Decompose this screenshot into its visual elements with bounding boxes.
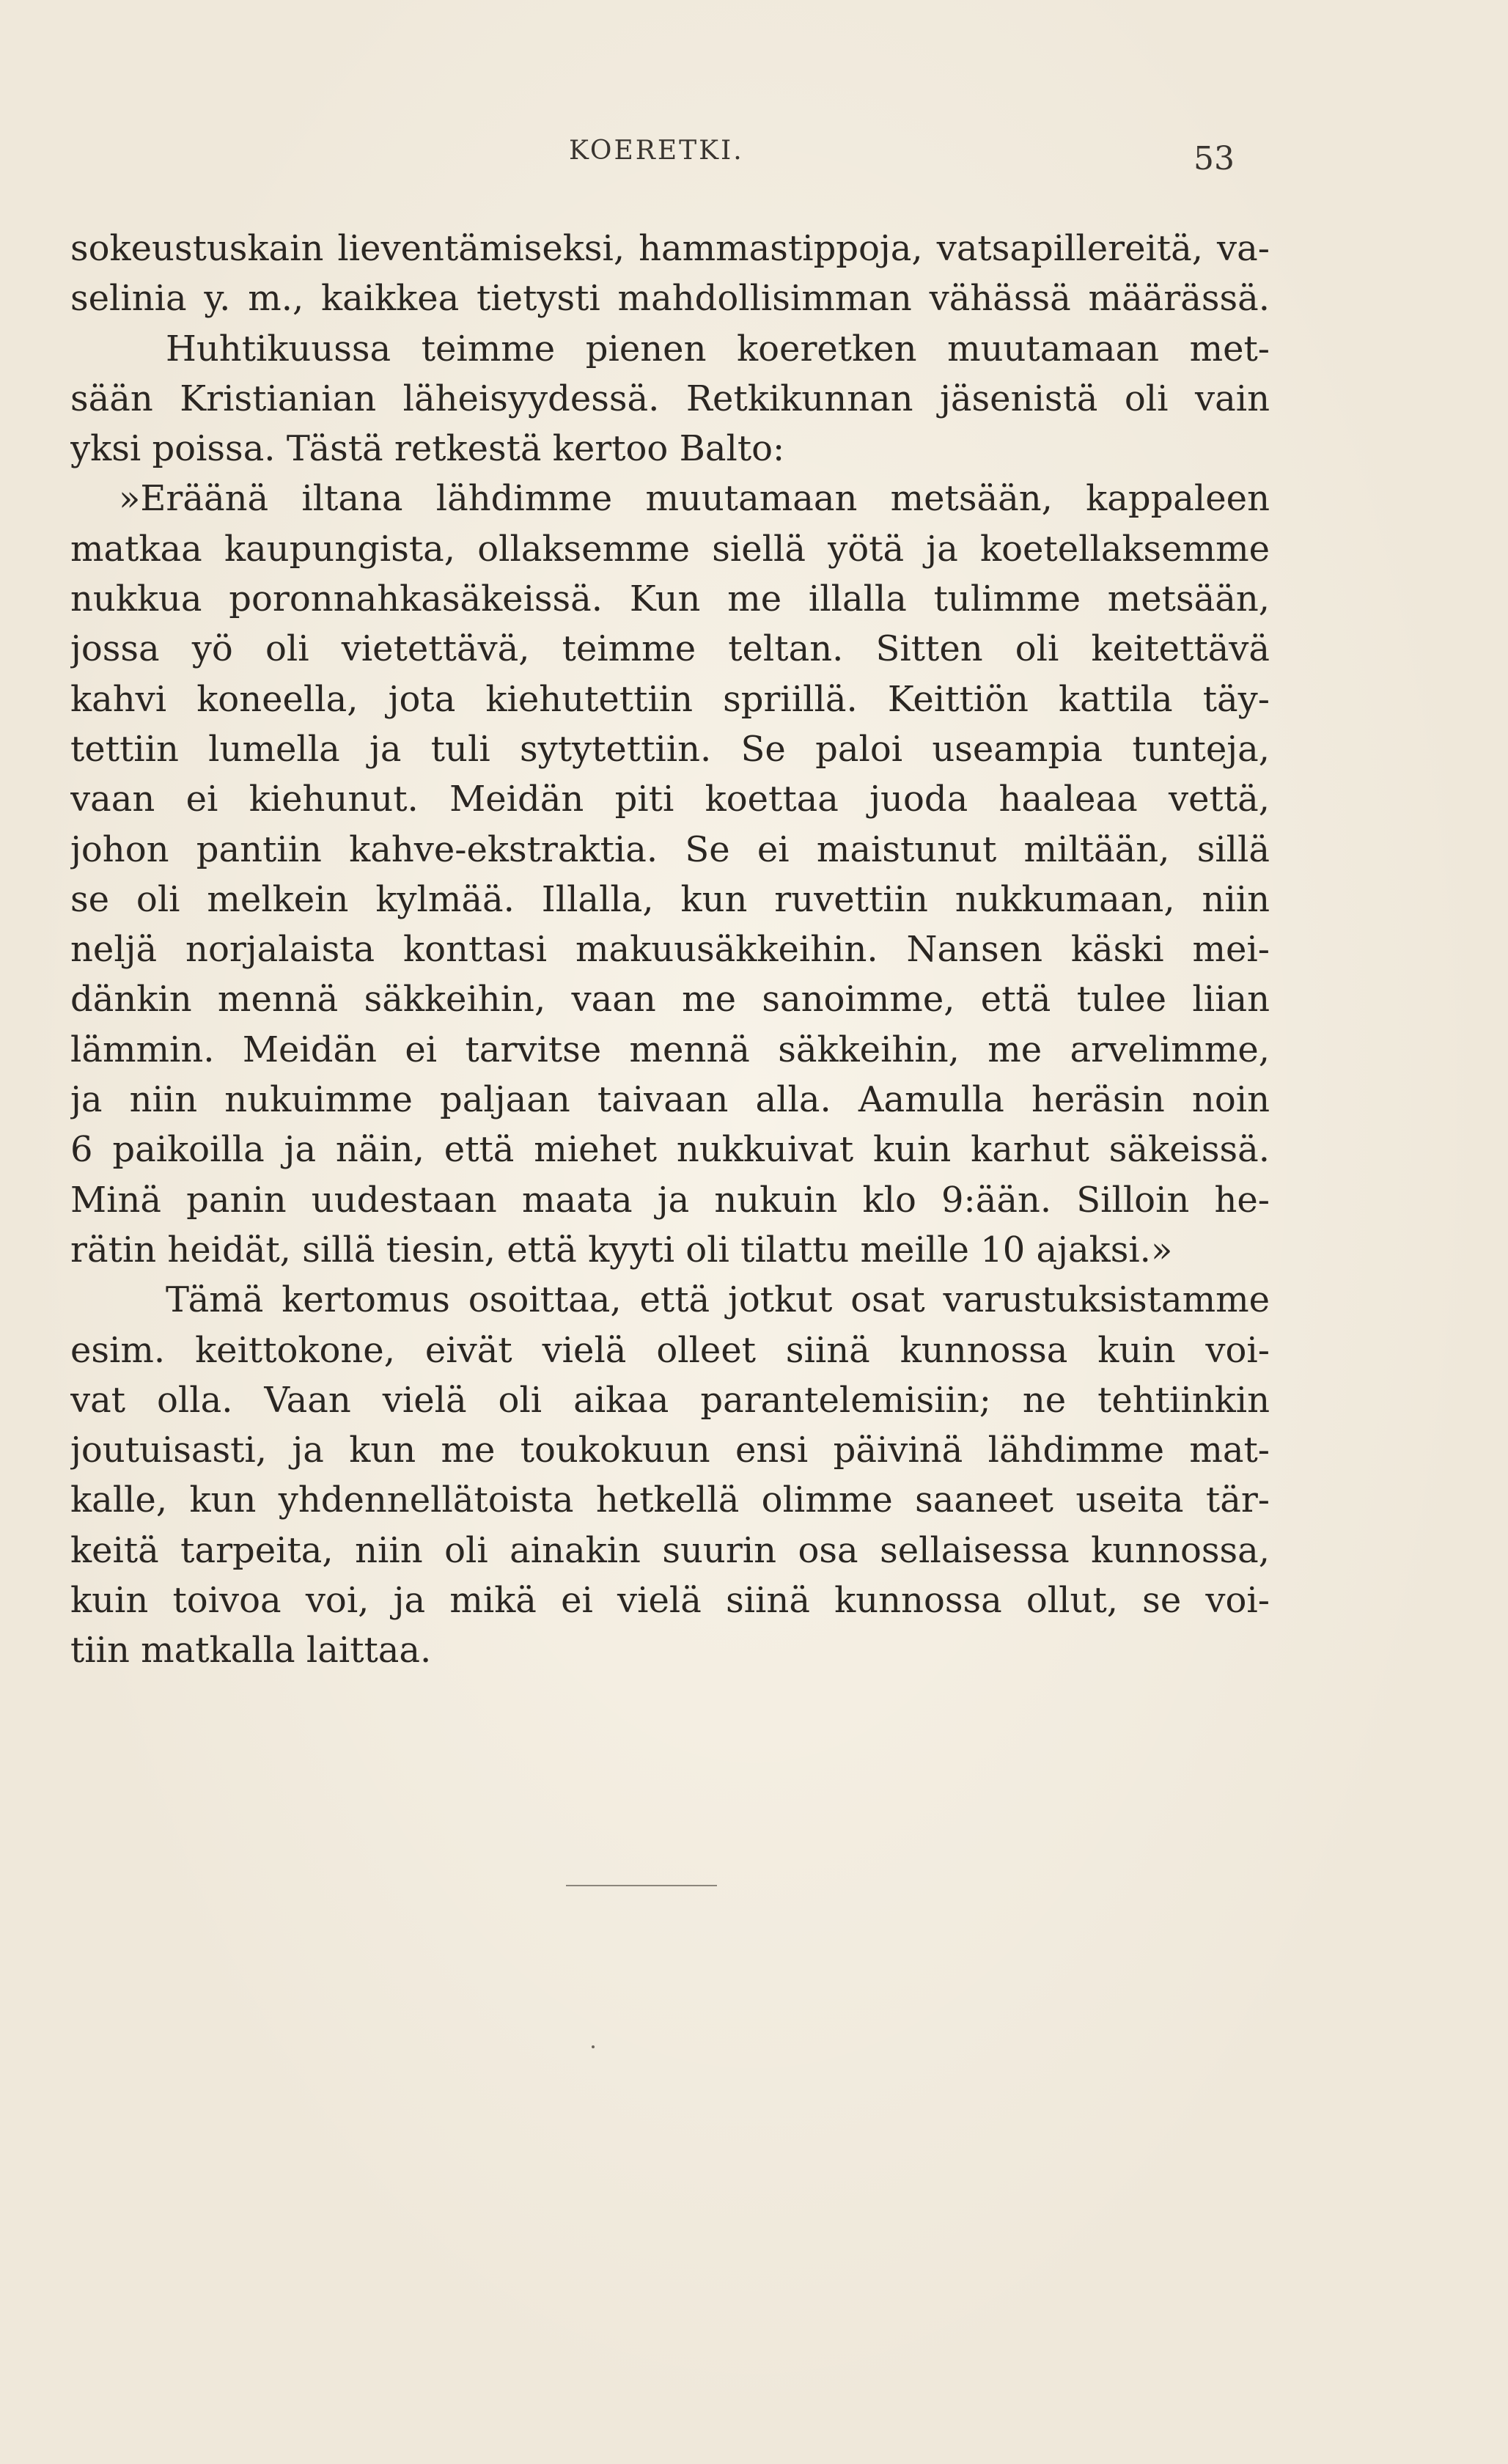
text-line: nukkua poronnahkasäkeissä. Kun me illalla tulimme metsään, — [70, 578, 1270, 620]
text-line: se oli melkein kylmää. Illalla, kun ruvettiin nukkumaan, niin — [70, 878, 1270, 920]
text-line: kahvi koneella, jota kiehutettiin spriillä. Keittiön kattila täy- — [70, 678, 1270, 720]
text-line: vat olla. Vaan vielä oli aikaa parantelemisiin; ne tehtiinkin — [70, 1379, 1270, 1421]
page-number: 53 — [1193, 140, 1235, 177]
footer-rule — [566, 1885, 717, 1886]
text-line: keitä tarpeita, niin oli ainakin suurin osa sellaisessa kunnossa, — [70, 1529, 1270, 1571]
running-head — [0, 136, 1508, 180]
text-line: sokeustuskain lieventämiseksi, hammastippoja, vatsapillereitä, va- — [70, 228, 1270, 269]
text-line: tettiin lumella ja tuli sytytettiin. Se paloi useampia tunteja, — [70, 728, 1270, 770]
text-line: kuin toivoa voi, ja mikä ei vielä siinä kunnossa ollut, se voi- — [70, 1580, 1270, 1622]
text-line: Tämä kertomus osoittaa, että jotkut osat varustuksistamme — [166, 1279, 1270, 1321]
paper-speck — [592, 2045, 595, 2048]
text-line: johon pantiin kahve-ekstraktia. Se ei maistunut miltään, sillä — [70, 828, 1270, 870]
text-line: rätin heidät, sillä tiesin, että kyyti oli tilattu meille 10 ajaksi.» — [70, 1229, 1173, 1270]
text-line: kalle, kun yhdennellätoista hetkellä olimme saaneet useita tär- — [70, 1479, 1270, 1521]
running-title: KOERETKI. — [569, 136, 744, 166]
text-line: esim. keittokone, eivät vielä olleet siinä kunnossa kuin voi- — [70, 1329, 1270, 1371]
text-line: jossa yö oli vietettävä, teimme teltan. Sitten oli keitettävä — [70, 628, 1270, 670]
text-line: Huhtikuussa teimme pienen koeretken muutamaan met- — [166, 328, 1270, 369]
text-line: Minä panin uudestaan maata ja nukuin klo 9:ään. Silloin he- — [70, 1179, 1270, 1221]
text-line: joutuisasti, ja kun me toukokuun ensi päivinä lähdimme mat- — [70, 1430, 1270, 1471]
text-line: matkaa kaupungista, ollaksemme siellä yötä ja koetellaksemme — [70, 528, 1270, 570]
text-line: lämmin. Meidän ei tarvitse mennä säkkeihin, me arvelimme, — [70, 1029, 1270, 1070]
text-line: »Eräänä iltana lähdimme muutamaan metsään, kappaleen — [119, 478, 1270, 520]
text-line: selinia y. m., kaikkea tietysti mahdollisimman vähässä määrässä. — [70, 278, 1270, 320]
text-line: tiin matkalla laittaa. — [70, 1630, 432, 1672]
text-line: neljä norjalaista konttasi makuusäkkeihin. Nansen käski mei- — [70, 929, 1270, 971]
text-line: ja niin nukuimme paljaan taivaan alla. Aamulla heräsin noin — [70, 1079, 1270, 1121]
text-line: vaan ei kiehunut. Meidän piti koettaa juoda haaleaa vettä, — [70, 779, 1270, 820]
text-line: yksi poissa. Tästä retkestä kertoo Balto: — [70, 428, 785, 470]
text-line: 6 paikoilla ja näin, että miehet nukkuivat kuin karhut säkeissä. — [70, 1129, 1270, 1171]
text-line: sään Kristianian läheisyydessä. Retkikunnan jäsenistä oli vain — [70, 378, 1270, 419]
body-text — [70, 224, 1270, 1676]
text-line: dänkin mennä säkkeihin, vaan me sanoimme, että tulee liian — [70, 979, 1270, 1020]
